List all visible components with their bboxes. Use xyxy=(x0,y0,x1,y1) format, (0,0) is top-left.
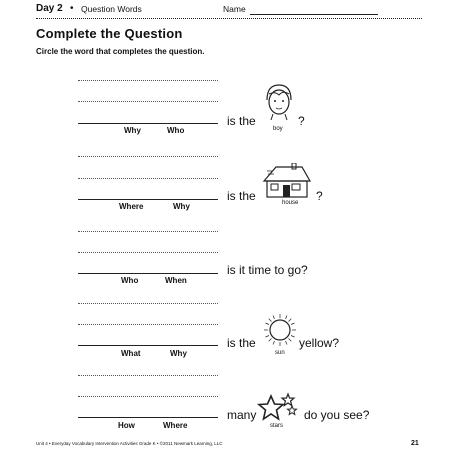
footer-credit: Unit 4 • Everyday Vocabulary Intervention Activities Grade K • ©2011 Newmark Learning, LLC xyxy=(36,441,223,446)
choice-word[interactable]: Why xyxy=(173,202,190,211)
sentence-end: ? xyxy=(298,114,305,128)
header-divider xyxy=(36,18,422,19)
writing-guide-line xyxy=(78,101,218,102)
answer-line[interactable] xyxy=(78,345,218,346)
writing-guide-line xyxy=(78,303,218,304)
writing-guide-line xyxy=(78,231,218,232)
stars-icon xyxy=(256,392,298,424)
day-label: Day 2 xyxy=(36,3,63,14)
writing-guide-line xyxy=(78,80,218,81)
boy-face-icon xyxy=(261,82,297,124)
name-line[interactable] xyxy=(250,14,378,15)
picture-label: sun xyxy=(275,350,285,356)
answer-line[interactable] xyxy=(78,417,218,418)
name-label: Name xyxy=(223,4,246,14)
sentence-end: ? xyxy=(316,189,323,203)
choice-word[interactable]: How xyxy=(118,421,135,430)
choice-word[interactable]: Where xyxy=(163,421,188,430)
picture-label: boy xyxy=(273,126,283,132)
sentence-text: is the xyxy=(227,114,256,128)
sentence-end: yellow? xyxy=(299,336,340,350)
choice-word[interactable]: Why xyxy=(170,349,187,358)
picture-label: stars xyxy=(270,423,284,429)
page-title: Complete the Question xyxy=(36,26,183,41)
answer-line[interactable] xyxy=(78,273,218,274)
writing-guide-line xyxy=(78,396,218,397)
sentence-text: is the xyxy=(227,189,256,203)
choice-word[interactable]: Why xyxy=(124,126,141,135)
choice-word[interactable]: Who xyxy=(167,126,185,135)
answer-line[interactable] xyxy=(78,199,218,200)
sentence-text: is it time to go? xyxy=(227,263,308,277)
sentence-text: many xyxy=(227,408,257,422)
writing-guide-line xyxy=(78,178,218,179)
writing-guide-line xyxy=(78,252,218,253)
picture-label: house xyxy=(282,200,299,206)
topic-label: Question Words xyxy=(81,4,142,14)
choice-word[interactable]: What xyxy=(121,349,141,358)
writing-guide-line xyxy=(78,375,218,376)
house-icon xyxy=(262,163,312,199)
writing-guide-line xyxy=(78,324,218,325)
header-bullet: • xyxy=(70,3,74,14)
answer-line[interactable] xyxy=(78,123,218,124)
choice-word[interactable]: Where xyxy=(119,202,144,211)
sun-icon xyxy=(262,312,298,348)
choice-word[interactable]: Who xyxy=(121,276,139,285)
instructions: Circle the word that completes the question. xyxy=(36,47,205,56)
choice-word[interactable]: When xyxy=(165,276,187,285)
page-number: 21 xyxy=(411,440,419,447)
sentence-end: do you see? xyxy=(304,408,370,422)
sentence-text: is the xyxy=(227,336,256,350)
writing-guide-line xyxy=(78,156,218,157)
